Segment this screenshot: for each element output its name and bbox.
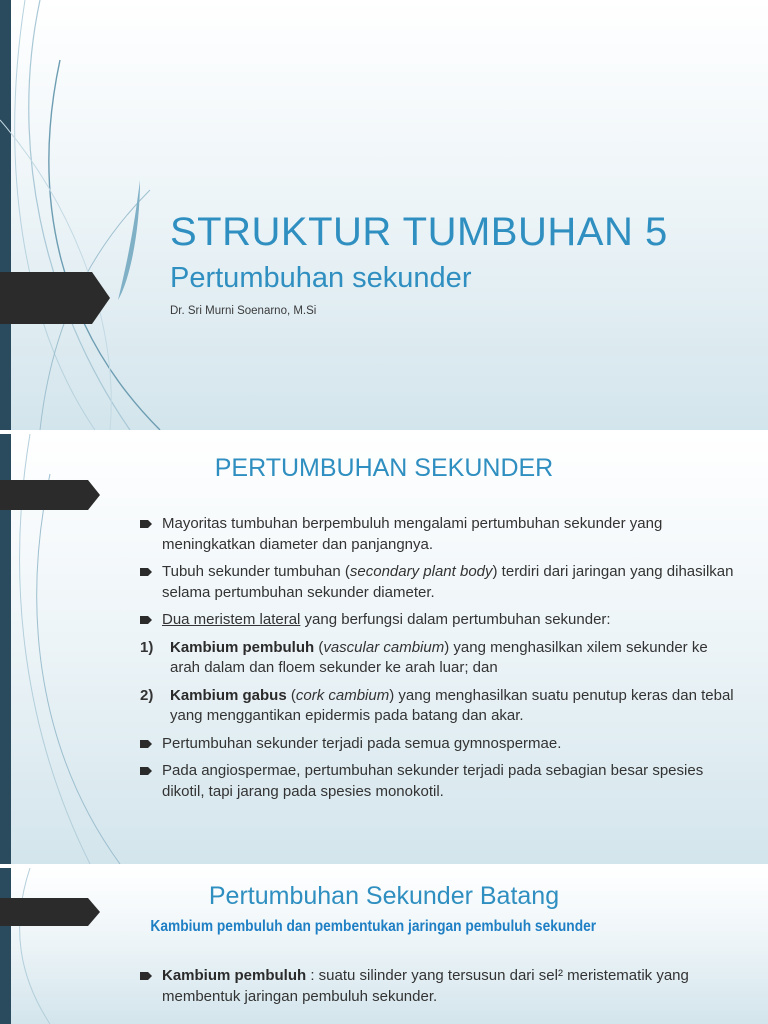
page-subtitle: Pertumbuhan sekunder (170, 262, 472, 294)
italic-term: vascular cambium (323, 638, 445, 656)
list-item-text: Pertumbuhan sekunder terjadi pada semua gymnospermae. (162, 734, 562, 752)
author-name: Dr. Sri Murni Soenarno, M.Si (170, 305, 317, 317)
italic-term: cork cambium (295, 686, 390, 704)
list-item-text: Pada angiospermae, pertumbuhan sekunder terjadi pada sebagian besar spesies dikotil, tapi jarang pada spesies monokotil. (162, 762, 704, 800)
list-item-text: Mayoritas tumbuhan berpembuluh mengalami pertumbuhan sekunder yang meningkatkan diameter dan panjangnya. (162, 515, 663, 553)
slide-pertumbuhan-sekunder (0, 434, 768, 864)
list-item (140, 610, 740, 631)
left-accent-bar (0, 0, 11, 430)
slide-heading: PERTUMBUHAN SEKUNDER (214, 454, 554, 482)
list-item-text: ) yang menghasilkan suatu penutup keras dan tebal yang menggantikan epidermis pada batang dan akar. (170, 686, 734, 724)
slide-pertumbuhan-sekunder-batang (0, 868, 768, 1024)
list-item (140, 966, 740, 1007)
list-item (140, 514, 740, 555)
item-number: 1) (140, 638, 154, 656)
bold-term: Kambium pembuluh (170, 638, 315, 656)
arrow-bullet-icon (140, 766, 152, 776)
arrow-bullet-icon (140, 519, 152, 529)
item-number: 2) (140, 686, 154, 704)
bullet-list (140, 514, 740, 809)
list-item (140, 734, 740, 755)
arrow-bullet-icon (140, 567, 152, 577)
list-item (140, 562, 740, 603)
numbered-item (140, 686, 740, 727)
page-title: STRUKTUR TUMBUHAN 5 (170, 210, 668, 254)
slide-marker-icon (0, 480, 102, 510)
bold-term: Kambium gabus (170, 686, 287, 704)
list-item-text: ( (314, 638, 324, 656)
slide-heading: Pertumbuhan Sekunder Batang (208, 882, 560, 910)
list-item-text: Tubuh sekunder tumbuhan ( (162, 563, 350, 580)
underlined-term: Dua meristem lateral (162, 611, 301, 628)
arrow-bullet-icon (140, 971, 152, 981)
list-item-text: : suatu silinder yang tersusun dari sel² meristematik yang membentuk jaringan pembuluh sekunder. (162, 967, 689, 1005)
slide-subheading: Kambium pembuluh dan pembentukan jaringan pembuluh sekunder (150, 918, 597, 935)
list-item-text: yang berfungsi dalam pertumbuhan sekunder: (300, 611, 611, 628)
slide-title (0, 0, 768, 430)
list-item-text: ) yang menghasilkan xilem sekunder ke arah dalam dan floem sekunder ke arah luar; dan (170, 638, 708, 676)
list-item-text: ) terdiri dari jaringan yang dihasilkan selama pertumbuhan sekunder diameter. (162, 563, 734, 601)
numbered-item (140, 638, 740, 679)
bullet-list (140, 966, 740, 1014)
list-item-text: ( (286, 686, 296, 704)
bold-term: Kambium pembuluh (162, 967, 307, 984)
italic-term: secondary plant body (349, 563, 493, 580)
arrow-bullet-icon (140, 615, 152, 625)
arrow-bullet-icon (140, 739, 152, 749)
slide-marker-icon (0, 272, 112, 324)
list-item (140, 761, 740, 802)
